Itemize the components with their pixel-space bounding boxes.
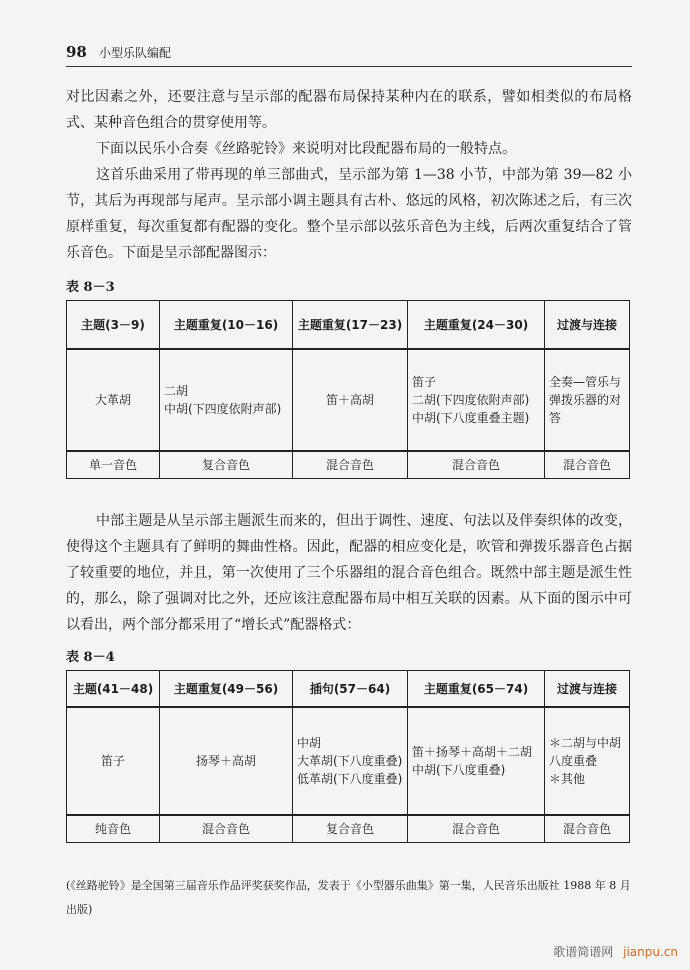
table-body-row <box>67 349 630 451</box>
book-title: 小型乐队编配 <box>99 46 172 60</box>
running-header <box>66 44 626 62</box>
table-cell <box>408 707 545 815</box>
cell-text: 笛子 <box>412 374 437 389</box>
table-footer-cell: 混合音色 <box>160 815 293 843</box>
cell-text: 中胡(下八度重叠) <box>412 762 506 777</box>
table-8-3 <box>66 300 630 479</box>
table-footer-cell: 单一音色 <box>67 451 160 479</box>
table-cell <box>293 349 408 451</box>
table-cell <box>67 349 160 451</box>
table-footer-cell: 混合音色 <box>408 815 545 843</box>
site-watermark <box>553 943 678 960</box>
table-footer-cell: 混合音色 <box>545 451 630 479</box>
cell-text: 大革胡 <box>94 393 131 407</box>
table-header-cell: 插句(57－64) <box>293 671 408 707</box>
table-header-cell: 过渡与连接 <box>545 301 630 349</box>
table-header-cell: 主题(41－48) <box>67 671 160 707</box>
cell-text: ＊二胡与中胡八度重叠 <box>549 735 622 768</box>
table-8-4-caption: 表 8－4 <box>66 650 115 665</box>
table-8-3-caption: 表 8－3 <box>66 280 115 295</box>
table-footer-cell: 混合音色 <box>408 451 545 479</box>
cell-text: 低革胡(下八度重叠) <box>297 771 403 786</box>
table-header-cell: 主题重复(65－74) <box>408 671 545 707</box>
cell-text: 笛子 <box>100 754 125 768</box>
table-cell <box>160 349 293 451</box>
paragraph-3: 这首乐曲采用了带再现的单三部曲式，呈示部为第 1—38 小节，中部为第 39—82 小节，其后为再现部与尾声。呈示部小调主题具有古朴、悠远的风格，初次陈述之后，有三次原样重复，每次重复都有配器的变化。整个呈示部以弦乐音色为主线，后两次重复结合了管乐音色。下面是呈示部配器图示： <box>66 167 632 261</box>
cell-text: 扬琴＋高胡 <box>195 754 256 768</box>
header-rule <box>66 66 632 67</box>
table-header-cell: 主题(3－9) <box>67 301 160 349</box>
cell-text: 大革胡(下八度重叠) <box>297 753 403 768</box>
cell-text: 二胡 <box>164 383 189 398</box>
cell-text: 全奏—管乐与弹拨乐器的对答 <box>549 374 622 425</box>
table-footer-cell: 混合音色 <box>293 451 408 479</box>
cell-text: 笛＋扬琴＋高胡＋二胡 <box>412 744 533 759</box>
table-cell <box>545 349 630 451</box>
table-cell <box>160 707 293 815</box>
table-footer-cell: 纯音色 <box>67 815 160 843</box>
watermark-domain: jianpu.cn <box>623 945 678 959</box>
table-cell <box>67 707 160 815</box>
table-header-cell: 主题重复(49－56) <box>160 671 293 707</box>
table-footer-row <box>67 815 630 843</box>
footnote: (《丝路驼铃》是全国第三届音乐作品评奖获奖作品，发表于《小型器乐曲集》第一集，人民音乐出版社 1988 年 8 月出版) <box>66 879 631 916</box>
table-header-cell: 主题重复(24－30) <box>408 301 545 349</box>
cell-text: 笛＋高胡 <box>325 393 374 407</box>
table-cell <box>408 349 545 451</box>
table-header-cell: 主题重复(10－16) <box>160 301 293 349</box>
table-body-row <box>67 707 630 815</box>
cell-text: 中胡(下四度依附声部) <box>164 401 282 416</box>
cell-text: 中胡 <box>297 735 322 750</box>
table-footer-row <box>67 451 630 479</box>
table-footer-cell: 复合音色 <box>293 815 408 843</box>
table-header-row <box>67 671 630 707</box>
paragraph-2: 下面以民乐小合奏《丝路驼铃》来说明对比段配器布局的一般特点。 <box>96 141 516 157</box>
table-footer-cell: 复合音色 <box>160 451 293 479</box>
table-header-row <box>67 301 630 349</box>
watermark-site-name: 歌谱简谱网 <box>553 945 614 959</box>
cell-text: 二胡(下四度依附声部) <box>412 392 530 407</box>
cell-text: 中胡(下八度重叠主题) <box>412 410 530 425</box>
table-footer-cell: 混合音色 <box>545 815 630 843</box>
paragraph-4: 中部主题是从呈示部主题派生而来的，但出于调性、速度、句法以及伴奏织体的改变，使得这个主题具有了鲜明的舞曲性格。因此，配器的相应变化是，吹管和弹拨乐器音色占据了较重要的地位，并且，第一次使用了三个乐器组的混合音色组合。既然中部主题是派生性的，那么，除了强调对比之外，还应该注意配器布局中相互关联的因素。从下面的图示中可以看出，两个部分都采用了“增长式”配器格式： <box>66 513 632 633</box>
table-8-4 <box>66 670 630 843</box>
cell-text: ＊其他 <box>549 771 586 786</box>
table-header-cell: 主题重复(17－23) <box>293 301 408 349</box>
table-header-cell: 过渡与连接 <box>545 671 630 707</box>
table-cell <box>545 707 630 815</box>
paragraph-1: 对比因素之外，还要注意与呈示部的配器布局保持某种内在的联系，譬如相类似的布局格式、某种音色组合的贯穿使用等。 <box>66 89 632 131</box>
page-number: 98 <box>66 43 87 61</box>
table-cell <box>293 707 408 815</box>
